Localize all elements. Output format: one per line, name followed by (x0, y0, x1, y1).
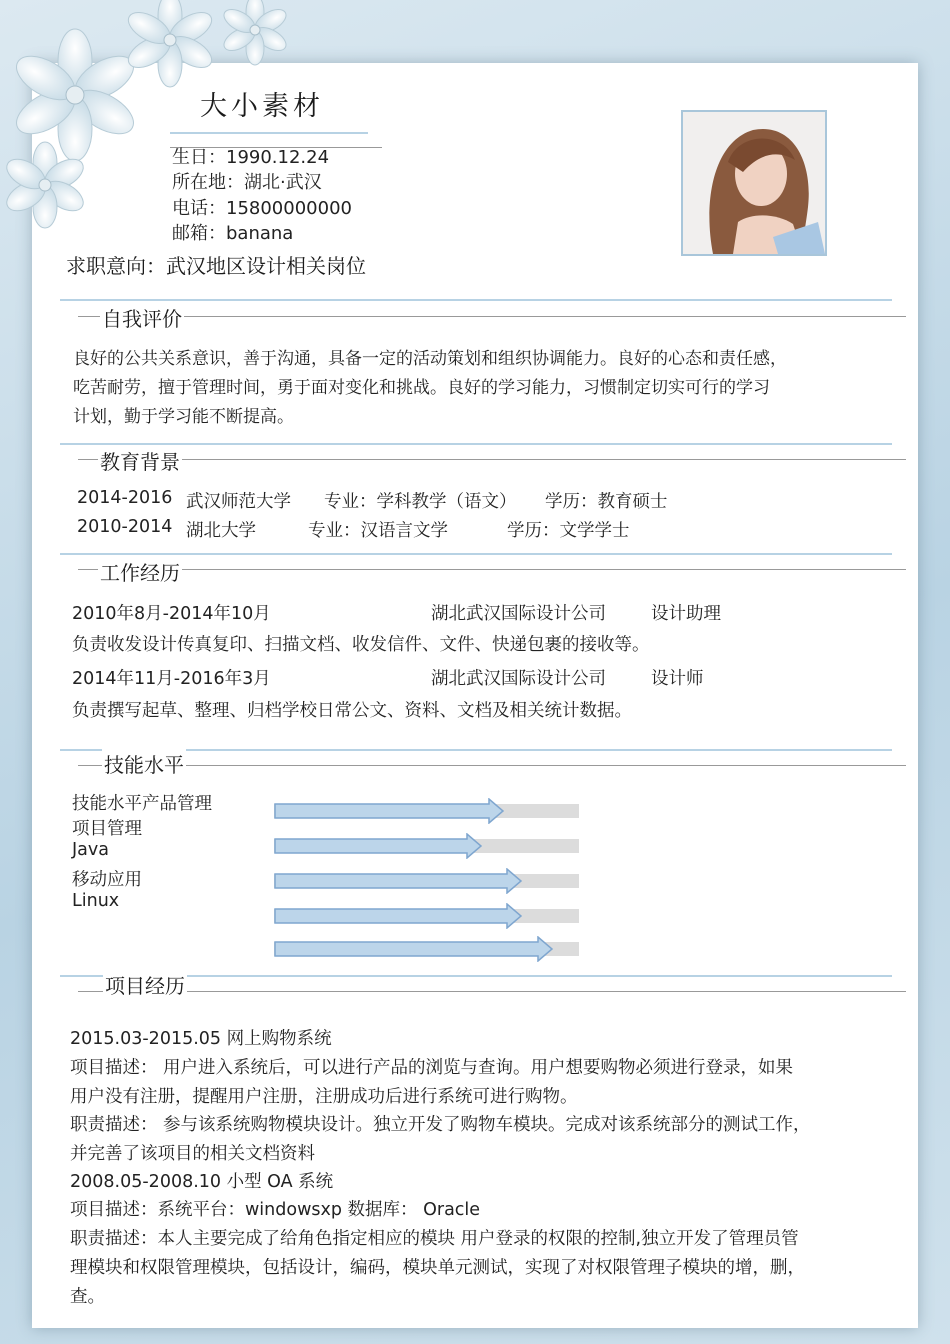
job-intent: 求职意向：武汉地区设计相关岗位 (66, 254, 366, 278)
edu-1-years: 2014-2016 (77, 488, 173, 508)
skill-bar-fill (274, 833, 483, 859)
work-2-company: 湖北武汉国际设计公司 (431, 669, 606, 689)
edu-2-years: 2010-2014 (77, 517, 173, 537)
skill-label-5: Linux (72, 891, 120, 911)
email-info: 邮箱：banana (172, 223, 294, 244)
self-eval-line-1: 良好的公共关系意识，善于沟通，具备一定的活动策划和组织协调能力。良好的心态和责任感， (73, 349, 787, 369)
edu-2-major: 专业：汉语言文学 (308, 521, 448, 541)
edu-2-degree: 学历：文学学士 (507, 521, 630, 541)
skill-label-2: 项目管理 (72, 819, 142, 839)
skill-label-1: 技能水平产品管理 (72, 794, 212, 814)
skill-label-4: 移动应用 (72, 870, 142, 890)
profile-photo (681, 110, 827, 256)
education-rule-top (60, 443, 892, 445)
project-2-heading: 2008.05-2008.10 小型 OA 系统 (70, 1172, 334, 1192)
self-eval-title: 自我评价 (100, 303, 184, 332)
skill-bar-fill (274, 936, 554, 962)
location-info: 所在地：湖北·武汉 (172, 172, 322, 193)
portrait-image-icon (683, 112, 825, 254)
project-1-line-2: 用户没有注册，提醒用户注册，注册成功后进行系统可进行购物。 (70, 1087, 578, 1107)
edu-1-degree: 学历：教育硕士 (545, 492, 668, 512)
self-eval-line-2: 吃苦耐劳，擅于管理时间，勇于面对变化和挑战。良好的学习能力，习惯制定切实可行的学习 (73, 378, 770, 398)
work-1-desc: 负责收发设计传真复印、扫描文档、收发信件、文件、快递包裹的接收等。 (72, 635, 650, 655)
skills-title: 技能水平 (102, 749, 186, 778)
project-1-line-4: 并完善了该项目的相关文档资料 (70, 1144, 315, 1164)
edu-1-school: 武汉师范大学 (186, 492, 291, 512)
name-underline (170, 132, 368, 134)
work-rule-top (60, 553, 892, 555)
edu-2-school: 湖北大学 (186, 521, 256, 541)
work-rule (78, 569, 906, 570)
work-2-title: 设计师 (651, 669, 704, 689)
skill-bar-fill (274, 903, 523, 929)
work-title: 工作经历 (98, 557, 182, 586)
project-2-line-1: 项目描述：系统平台：windowsxp 数据库： Oracle (70, 1200, 481, 1220)
project-2-line-2: 职责描述：本人主要完成了给角色指定相应的模块 用户登录的权限的控制,独立开发了管理员管 (70, 1229, 799, 1249)
self-eval-rule-top (60, 299, 892, 301)
project-2-line-4: 查。 (70, 1287, 105, 1307)
project-1-heading: 2015.03-2015.05 网上购物系统 (70, 1029, 332, 1049)
education-title: 教育背景 (98, 446, 182, 475)
work-2-desc: 负责撰写起草、整理、归档学校日常公文、资料、文档及相关统计数据。 (72, 701, 632, 721)
project-1-line-3: 职责描述： 参与该系统购物模块设计。独立开发了购物车模块。完成对该系统部分的测试工作， (70, 1115, 811, 1135)
skill-label-3: Java (72, 840, 109, 860)
work-1-company: 湖北武汉国际设计公司 (431, 604, 606, 624)
edu-1-major: 专业：学科教学（语文） (324, 492, 517, 512)
skill-bar-fill (274, 868, 523, 894)
education-rule (78, 459, 906, 460)
self-eval-line-3: 计划，勤于学习能不断提高。 (73, 407, 294, 427)
work-1-title: 设计助理 (651, 604, 721, 624)
phone-info: 电话：15800000000 (172, 198, 352, 219)
skills-rule (78, 765, 906, 766)
projects-rule (78, 991, 906, 992)
projects-title: 项目经历 (103, 970, 187, 999)
work-2-period: 2014年11月-2016年3月 (72, 669, 271, 689)
project-1-line-1: 项目描述： 用户进入系统后，可以进行产品的浏览与查询。用户想要购物必须进行登录，如果 (70, 1058, 794, 1078)
work-1-period: 2010年8月-2014年10月 (72, 604, 271, 624)
birth-info: 生日：1990.12.24 (172, 147, 330, 168)
applicant-name: 大小素材 (200, 91, 324, 122)
project-2-line-3: 理模块和权限管理模块，包括设计，编码，模块单元测试，实现了对权限管理子模块的增，删， (70, 1258, 805, 1278)
skill-bar-fill (274, 798, 505, 824)
self-eval-rule (78, 316, 906, 317)
